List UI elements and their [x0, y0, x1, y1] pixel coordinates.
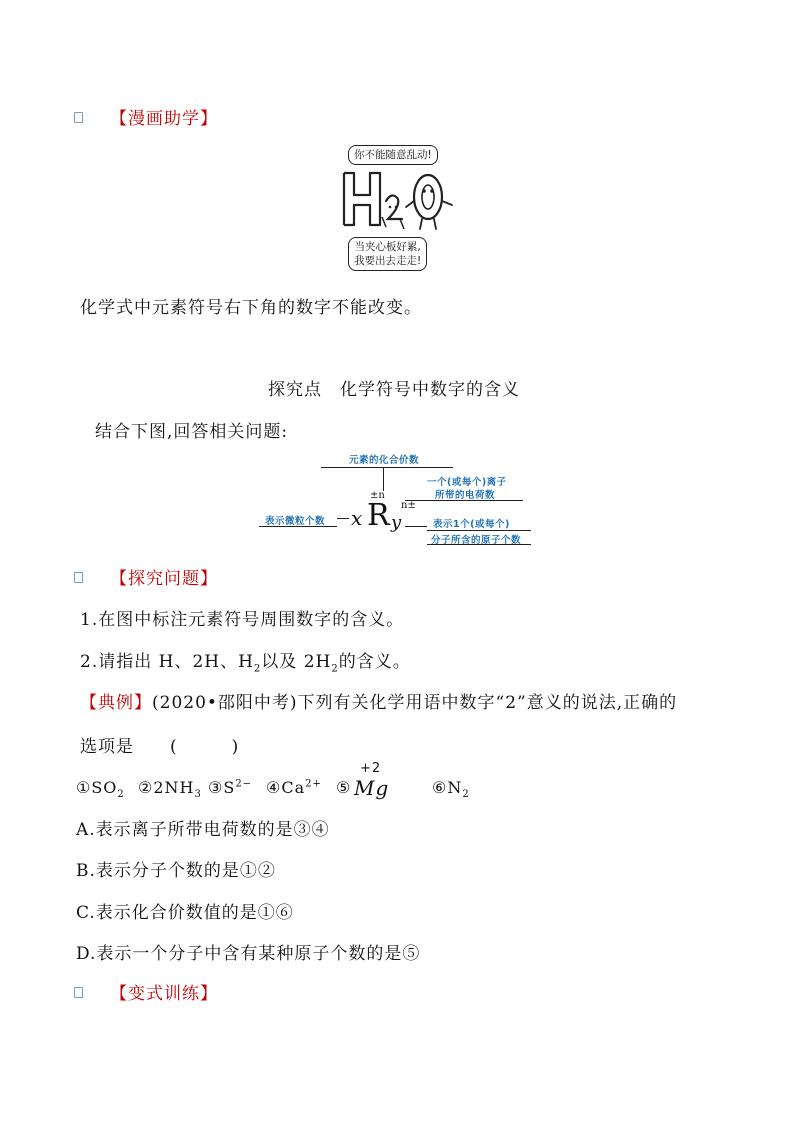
explore-intro: 结合下图,回答相关问题: [95, 422, 289, 442]
bookmark-icon [74, 987, 83, 998]
item-3 [208, 778, 252, 797]
item-4-sup: 2+ [305, 778, 322, 790]
item-4-text: ④Ca [266, 778, 306, 797]
symbol-pm-n-top: ±n [370, 490, 385, 501]
section-heading-comic: 【漫画助学】 [110, 109, 218, 129]
line-valence [321, 467, 453, 468]
question-2-mid: 以及 2H [261, 652, 332, 672]
bookmark-icon [74, 572, 83, 583]
item-4 [266, 778, 322, 797]
question-2-suffix: 的含义。 [338, 652, 411, 672]
symbol-dash-right [405, 526, 427, 527]
comic-bubble-bottom [348, 237, 427, 271]
item-1 [76, 778, 125, 800]
comic-bubble-bottom-line1: 当夹心板好累, [354, 241, 421, 253]
question-2-sub1: 2 [253, 663, 262, 675]
question-2-prefix: 2.请指出 H、2H、H [80, 652, 254, 672]
label-valence: 元素的化合价数 [349, 455, 420, 466]
option-a: A.表示离子所带电荷数的是③④ [76, 820, 330, 840]
example-text-line1: (2020•邵阳中考)下列有关化学用语中数字“2”意义的说法,正确的 [152, 693, 678, 713]
item-1-sub: 2 [117, 789, 125, 801]
item-5 [336, 778, 351, 797]
section-heading-questions: 【探究问题】 [110, 569, 218, 589]
symbol-meaning-diagram [255, 450, 545, 550]
symbol-dash-left [337, 518, 349, 519]
section-heading-variant: 【变式训练】 [110, 984, 218, 1004]
item-5-top: +2 [360, 761, 382, 776]
option-b: B.表示分子个数的是①② [76, 861, 276, 881]
symbol-y: y [391, 512, 402, 533]
example-tag: 【典例】 [80, 693, 152, 713]
example-items-row [76, 761, 496, 804]
item-6-sub: 2 [462, 789, 470, 801]
item-3-text: ③S [208, 778, 236, 797]
line-atoms [427, 530, 531, 531]
h2o-characters-icon [330, 167, 460, 237]
item-1-text: ①SO [76, 778, 118, 797]
label-particle-count: 表示微粒个数 [265, 516, 326, 527]
option-c: C.表示化合价数值的是①⑥ [76, 903, 294, 923]
explore-title: 探究点 化学符号中数字的含义 [268, 380, 520, 400]
symbol-n-pm: n± [401, 500, 416, 511]
option-d: D.表示一个分子中含有某种原子个数的是⑤ [76, 944, 421, 964]
item-6 [432, 778, 470, 800]
label-atoms-line1: 表示1个(或每个) [433, 519, 510, 530]
comic-caption: 化学式中元素符号右下角的数字不能改变。 [80, 298, 422, 318]
item-2-sub: 3 [194, 789, 202, 801]
example-line2: 选项是 ( ) [80, 737, 240, 757]
item-5-text: ⑤ [336, 778, 352, 797]
line-particle-count [259, 526, 337, 527]
item-3-sup: 2− [235, 778, 253, 790]
line-atoms-bottom [427, 544, 531, 545]
label-atoms-line2: 分子所含的原子个数 [431, 535, 522, 546]
comic-bubble-top: 你不能随意乱动! [348, 145, 438, 165]
question-1: 1.在图中标注元素符号周围数字的含义。 [80, 610, 405, 630]
line-valence-drop [383, 467, 384, 491]
label-charge-line1: 一个(或每个)离子 [427, 477, 507, 488]
bookmark-icon [74, 112, 83, 123]
line-charge [405, 500, 523, 501]
symbol-R: R [367, 498, 390, 533]
item-6-text: ⑥N [432, 778, 463, 797]
example-line1 [80, 688, 677, 713]
comic-bubble-bottom-line2: 我要出去走走! [354, 255, 422, 267]
item-2-text: ②2NH [138, 778, 195, 797]
comic-illustration [330, 143, 460, 273]
item-2 [138, 778, 202, 800]
item-5-main: Mg [354, 776, 390, 800]
question-2-sub2: 2 [331, 663, 339, 675]
label-charge-line2: 所带的电荷数 [435, 490, 496, 501]
question-2 [80, 647, 411, 674]
symbol-x: x [351, 506, 363, 530]
